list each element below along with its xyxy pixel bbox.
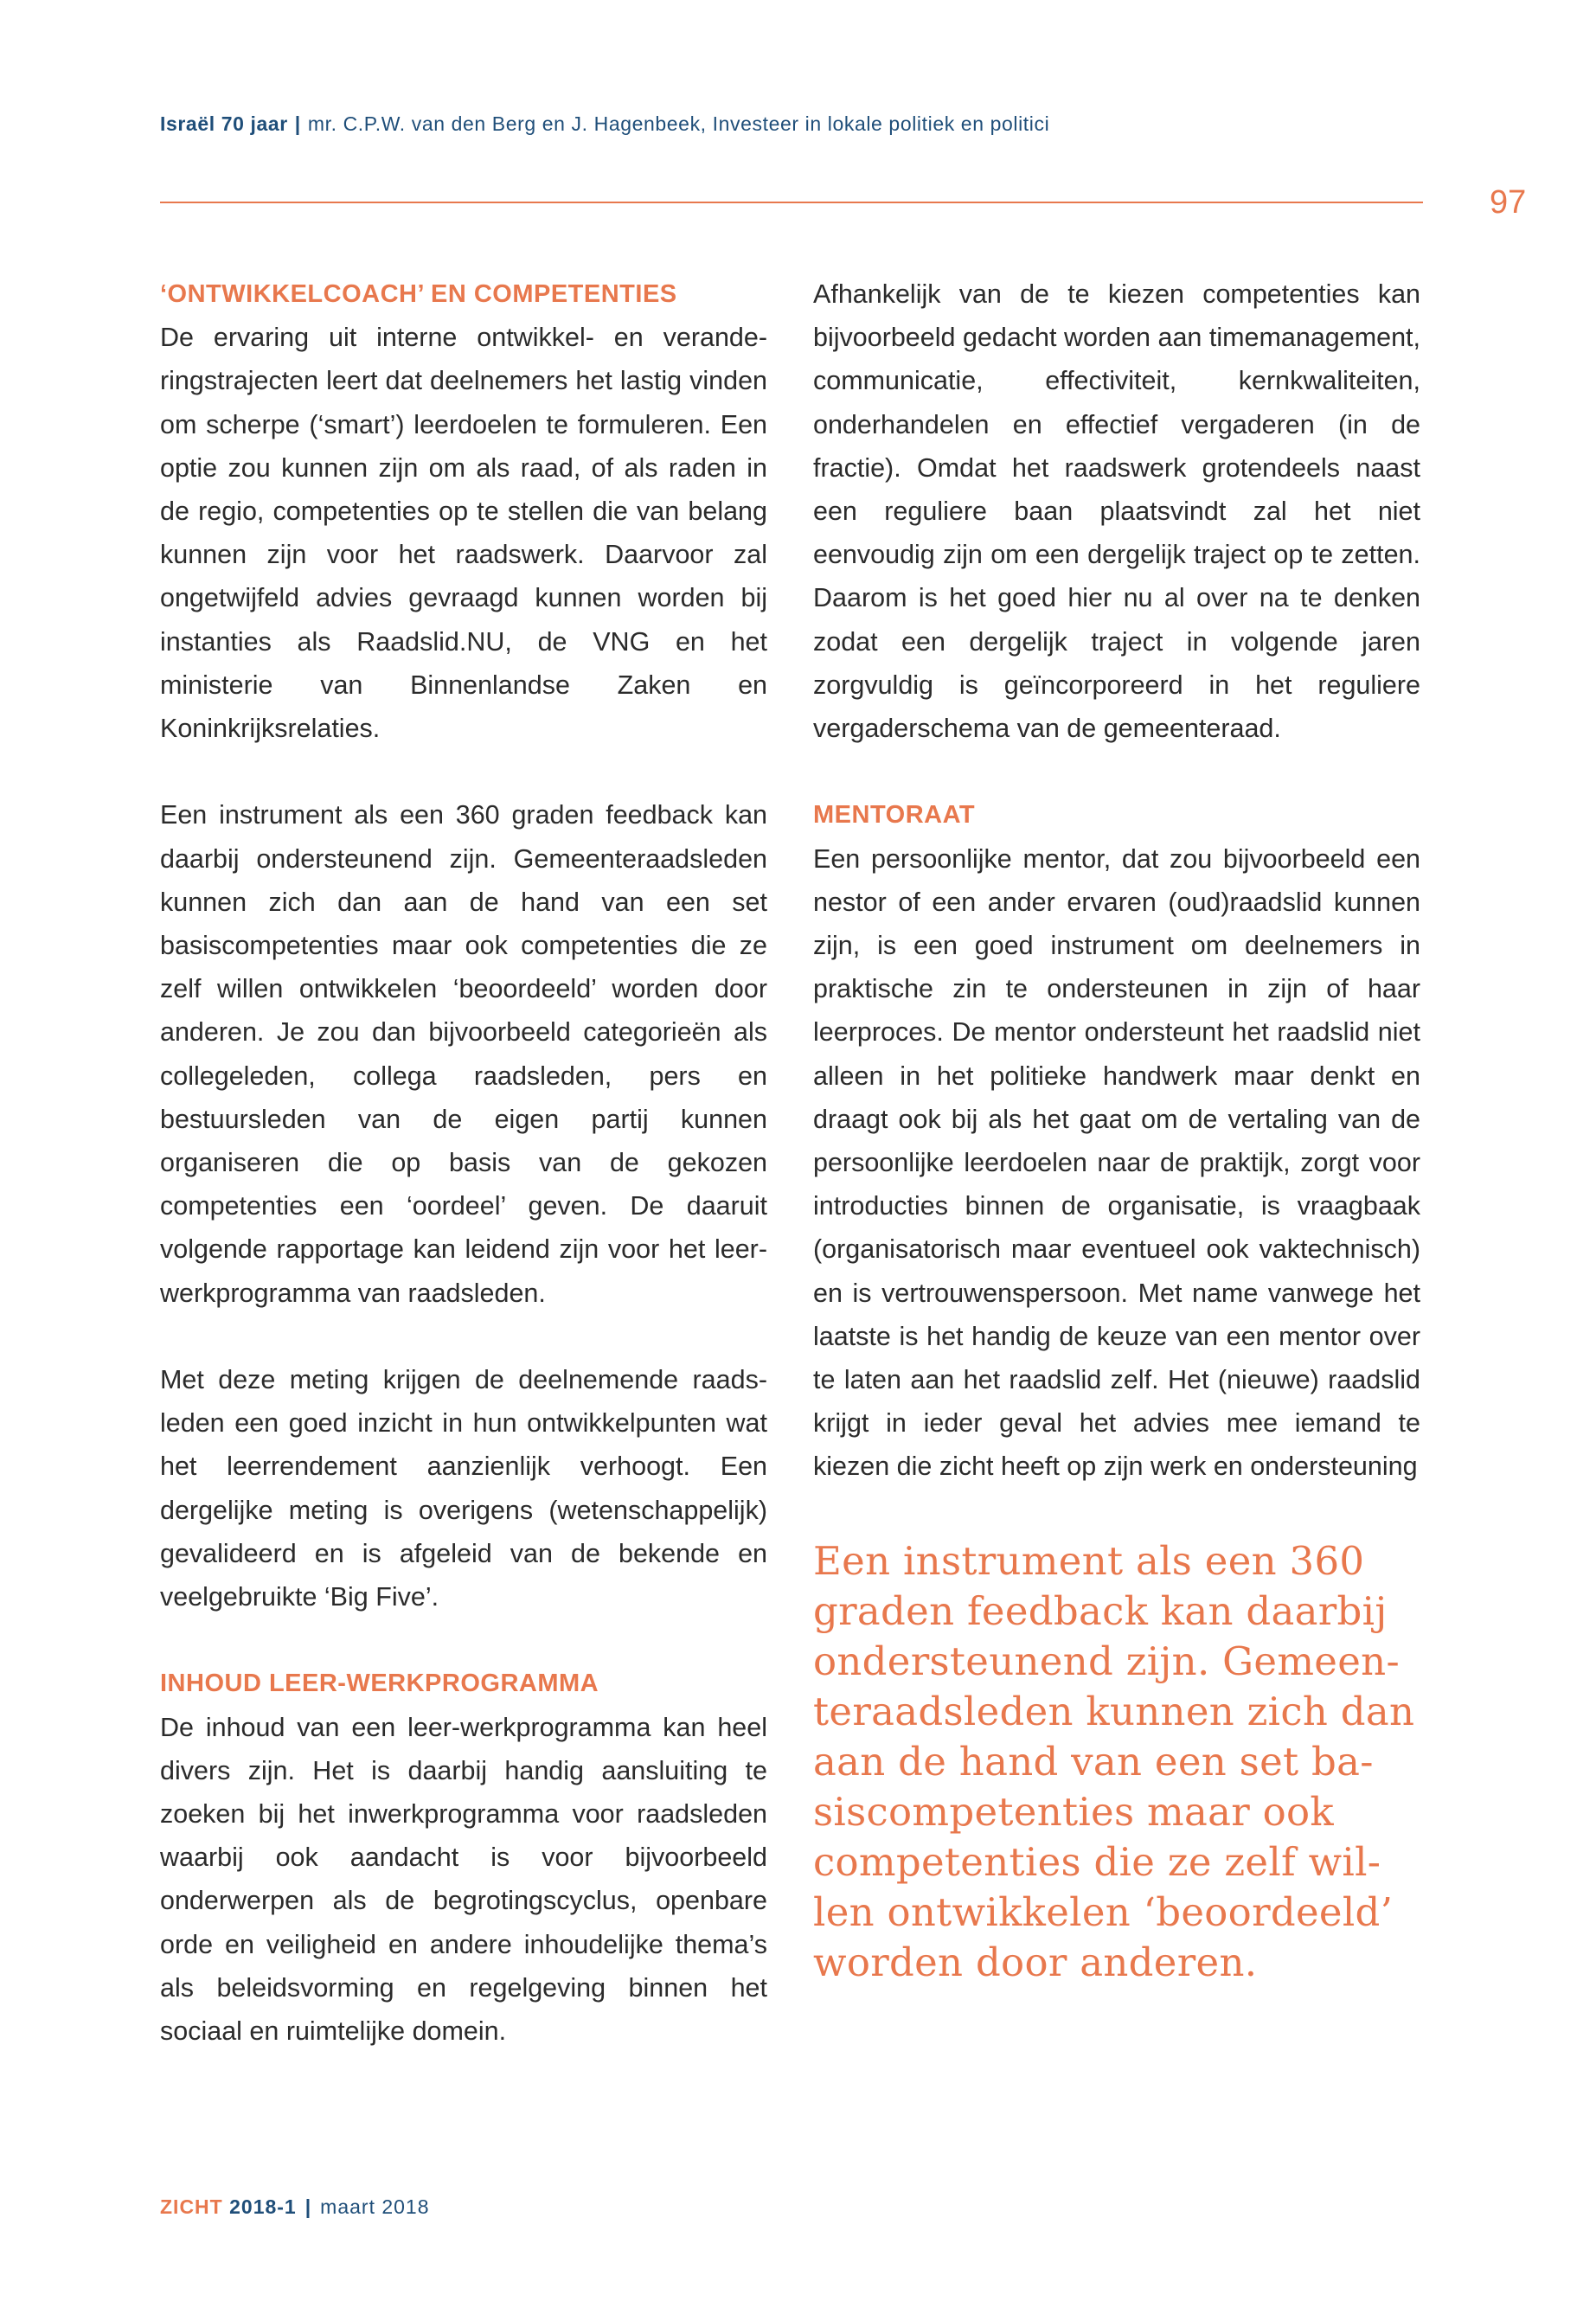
pull-quote: Een instrument als een 360 graden feedback kan daarbij ondersteunend zijn. Gemeenteraadsleden kunnen zich dan aan de hand van een set basiscompetenties maar ook competenties die ze zelf willen ontwikkelen ‘beoordeeld’ worden door anderen. bbox=[813, 1537, 1415, 1985]
paragraph-gap bbox=[160, 750, 767, 793]
paragraph-gap bbox=[160, 1315, 767, 1358]
page-number: 97 bbox=[1490, 184, 1527, 221]
paragraph-gap bbox=[160, 1618, 767, 1662]
body-paragraph: Een instrument als een 360 graden feedback kan daarbij ondersteunend zijn. Gemeenteraadsleden kunnen zich dan aan de hand van een set basiscompetenties maar ook competenties die ze zelf willen ontwikkelen ‘beoordeeld’ worden door anderen. Je zou dan bijvoorbeeld categorieën als collegeleden, collega raadsleden, pers en bestuursleden van de eigen partij kunnen organiseren die op basis van de gekozen competenties een ‘oordeel’ geven. De daaruit volgende rapportage kan leidend zijn voor het leer-werkprogramma van raadsleden. bbox=[160, 800, 767, 1308]
article-authors-title: mr. C.P.W. van den Berg en J. Hagenbeek, Investeer in lokale politiek en politici bbox=[307, 112, 1050, 135]
section-heading-inhoud: INHOUD LEER-WERKPROGRAMMA bbox=[160, 1670, 599, 1698]
body-paragraph: De inhoud van een leer-werkprogramma kan heel divers zijn. Het is daarbij handig aansluiting te zoeken bij het inwerkprogramma voor raadsleden waarbij ook aandacht is voor bijvoorbeeld onderwerpen als de begrotingscyclus, openbare orde en veiligheid en andere inhoudelijke thema’s als beleidsvorming en regelgeving binnen het sociaal en ruimtelijke domein. bbox=[160, 1712, 767, 2047]
body-paragraph: De ervaring uit interne ontwikkel- en veranderingstrajecten leert dat deelnemers het lastig vinden om scherpe (‘smart’) leerdoelen te formuleren. Een optie zou kunnen zijn om als raad, of als raden in de regio, competenties op te stellen die van belang kunnen zijn voor het raadswerk. Daarvoor zal ongetwijfeld advies gevraagd kunnen worden bij instanties als Raadslid.NU, de VNG en het ministerie van Binnenlandse Zaken en Koninkrijksrelaties. bbox=[160, 323, 767, 744]
left-column bbox=[160, 272, 767, 2053]
section-heading-ontwikkelcoach: ‘ONTWIKKELCOACH’ EN COMPETENTIES bbox=[160, 280, 677, 308]
header-rule bbox=[160, 202, 1423, 203]
running-footer bbox=[160, 2195, 430, 2219]
body-paragraph: Afhankelijk van de te kiezen competenties kan bijvoorbeeld gedacht worden aan timemanagement, communicatie, effectiviteit, kernkwaliteiten, onderhandelen en effectief vergaderen (in de fractie). Omdat het raadswerk grotendeels naast een reguliere baan plaatsvindt zal het niet eenvoudig zijn om een dergelijk traject op te zetten. Daarom is het goed hier nu al over na te denken zodat een dergelijk traject in volgende jaren zorgvuldig is geïncorporeerd in het reguliere vergaderschema van de gemeenteraad. bbox=[813, 279, 1420, 744]
right-column bbox=[813, 272, 1420, 1988]
header-separator: | bbox=[294, 112, 301, 135]
footer-issue: 2018-1 bbox=[229, 2195, 297, 2218]
paragraph-gap bbox=[813, 750, 1420, 793]
body-paragraph: Met deze meting krijgen de deelnemende raadsleden een goed inzicht in hun ontwikkelpunten wat het leerrendement aanzienlijk verhoogt. Een dergelijke meting is overigens (wetenschappelijk) gevalideerd en is afgeleid van de bekende en veelgebruikte ‘Big Five’. bbox=[160, 1365, 767, 1612]
section-heading-mentoraat: MENTORAAT bbox=[813, 801, 976, 830]
footer-date: maart 2018 bbox=[320, 2195, 430, 2218]
footer-separator: | bbox=[304, 2195, 312, 2218]
footer-brand: ZICHT bbox=[160, 2195, 223, 2218]
magazine-title: Israël 70 jaar bbox=[160, 112, 288, 135]
body-paragraph: Een persoonlijke mentor, dat zou bijvoorbeeld een nestor of een ander ervaren (oud)raadslid kunnen zijn, is een goed instrument om deelnemers in praktische zin te ondersteunen in zijn of haar leerproces. De mentor ondersteunt het raadslid niet alleen in het politieke handwerk maar denkt en draagt ook bij als het gaat om de vertaling van de persoonlijke leerdoelen naar de praktijk, zorgt voor introducties binnen de organisatie, is vraagbaak (organisatorisch maar eventueel ook vaktechnisch) en is vertrouwenspersoon. Met name vanwege het laatste is het handig de keuze van een mentor over te laten aan het raadslid zelf. Het (nieuwe) raadslid krijgt in ieder geval het advies mee iemand te kiezen die zicht heeft op zijn werk en ondersteuning bbox=[813, 843, 1420, 1482]
running-header bbox=[160, 112, 1049, 136]
